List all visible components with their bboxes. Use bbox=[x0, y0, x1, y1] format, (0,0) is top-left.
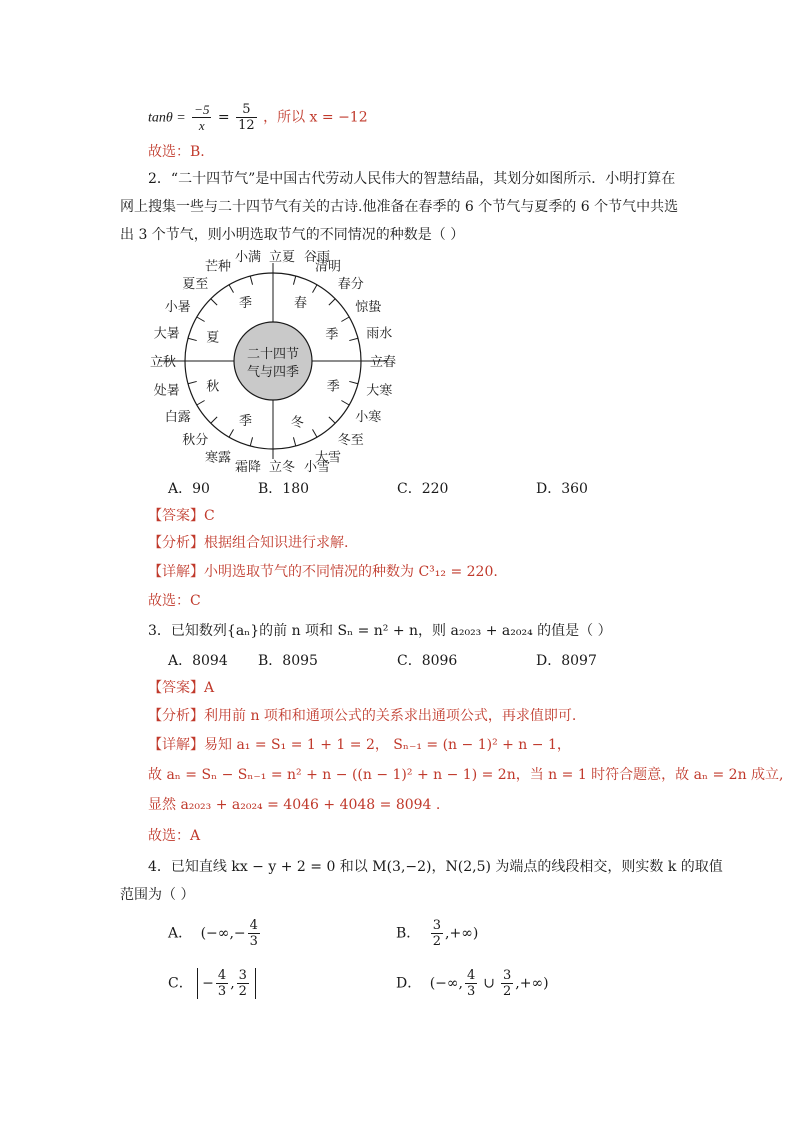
q3-detail-line2 bbox=[148, 764, 783, 786]
interval: $\frac{3}{2}$ ,+∞) bbox=[503, 968, 549, 999]
detail-line2a: 故 aₙ = Sₙ − Sₙ₋₁ = n² + n − ((n − 1)² + n − 1) = 2n， bbox=[148, 767, 530, 783]
interval-left: −∞, bbox=[435, 975, 463, 992]
solar-term-label: 小寒 bbox=[355, 410, 382, 425]
solar-term-label: 大寒 bbox=[366, 383, 393, 399]
interval-left: − bbox=[202, 975, 214, 992]
tick-mark bbox=[341, 401, 349, 406]
tick-mark bbox=[313, 285, 318, 293]
q2-stem-line1: 2．“二十四节气”是中国古代劳动人民伟大的智慧结晶，其划分如图所示．小明打算在 bbox=[148, 171, 676, 187]
interval: (−∞,− $\frac{4}{3}$ bbox=[200, 918, 258, 949]
solar-term-label: 立春 bbox=[369, 355, 397, 370]
detail-tag: 【详解】 bbox=[148, 564, 204, 580]
formula-lhs: tanθ = bbox=[148, 110, 186, 126]
solar-term-label: 立秋 bbox=[149, 355, 177, 370]
tick-mark bbox=[197, 317, 205, 322]
frac-num: 3 bbox=[503, 968, 512, 983]
fraction bbox=[216, 968, 228, 999]
frac-den: 2 bbox=[432, 934, 442, 949]
detail-text: 小明选取节气的不同情况的种数为 C³₁₂ = 220. bbox=[204, 564, 498, 580]
solar-term-label: 谷雨 bbox=[303, 250, 331, 265]
solar-term-label: 小满 bbox=[234, 250, 262, 265]
tick-mark bbox=[229, 429, 234, 437]
frac-num: 3 bbox=[432, 918, 442, 933]
frac-num: 3 bbox=[238, 968, 247, 983]
analysis-tag: 【分析】 bbox=[148, 535, 204, 551]
solar-term-label: 立冬 bbox=[268, 460, 296, 475]
tick-mark bbox=[293, 276, 295, 285]
q2-answer bbox=[148, 505, 215, 527]
q2-stem-line2: 网上搜集一些与二十四节气有关的古诗.他准备在春季的 6 个节气与夏季的 6 个节气中共选 bbox=[120, 199, 679, 215]
frac-den: 2 bbox=[503, 984, 512, 999]
frac-den: 3 bbox=[249, 934, 258, 949]
interval-right: ,+∞ bbox=[515, 975, 544, 992]
solar-term-label: 清明 bbox=[314, 259, 342, 275]
season-label: 季 bbox=[326, 379, 340, 395]
choice-label: A． bbox=[168, 925, 193, 942]
solar-term-label: 大暑 bbox=[153, 326, 180, 342]
interval-right: ,+∞ bbox=[445, 925, 473, 942]
q2-choice-b: B．180 bbox=[258, 481, 310, 497]
tick-mark bbox=[211, 299, 217, 305]
answer-value: A bbox=[204, 680, 215, 696]
q2-final: 故选：C bbox=[148, 593, 201, 609]
tick-mark bbox=[329, 417, 335, 423]
solar-term-label: 夏至 bbox=[182, 277, 209, 293]
q2-choice-c: C．220 bbox=[397, 481, 449, 497]
q3-choice-d: D．8097 bbox=[536, 653, 597, 669]
q2-choice-d: D．360 bbox=[536, 481, 588, 497]
tick-mark bbox=[349, 381, 358, 383]
tick-mark bbox=[188, 338, 197, 340]
choice-label: B． bbox=[396, 925, 421, 942]
tick-mark bbox=[211, 417, 217, 423]
q3-analysis bbox=[148, 705, 576, 727]
interval: − $\frac{4}{3}$ , $\frac{3}{2}$ bbox=[197, 968, 256, 999]
q4-stem-line2: 范围为（ ） bbox=[120, 887, 195, 903]
tick-mark bbox=[250, 437, 252, 446]
frac-den: 3 bbox=[467, 984, 476, 999]
union-symbol: ∪ bbox=[483, 975, 496, 992]
solar-term-label: 惊蛰 bbox=[355, 300, 382, 315]
solar-term-label: 雨水 bbox=[366, 326, 393, 342]
season-label: 夏 bbox=[206, 330, 220, 346]
q3-detail bbox=[148, 734, 571, 756]
frac-num: 4 bbox=[249, 918, 258, 933]
solar-term-label: 立夏 bbox=[268, 250, 296, 265]
frac-den: 3 bbox=[217, 984, 227, 999]
solar-term-label: 霜降 bbox=[234, 460, 262, 475]
solar-term-label: 秋分 bbox=[182, 432, 209, 448]
frac-num: 5 bbox=[236, 102, 257, 118]
solar-term-label: 大雪 bbox=[314, 450, 342, 466]
solar-term-label: 处暑 bbox=[153, 383, 180, 399]
prev-answer: 故选：B. bbox=[148, 144, 205, 160]
frac-den: x bbox=[198, 118, 205, 133]
q4-stem-line1: 4．已知直线 kx − y + 2 = 0 和以 M(3,−2)，N(2,5) 为端点的线段相交，则实数 k 的取值 bbox=[148, 859, 723, 875]
q3-answer bbox=[148, 677, 214, 699]
answer-tag: 【答案】 bbox=[148, 680, 204, 696]
tick-mark bbox=[329, 299, 335, 305]
detail-text: 易知 a₁ = S₁ = 1 + 1 = 2， Sₙ₋₁ = (n − 1)² + n − 1， bbox=[204, 737, 571, 753]
fraction bbox=[248, 918, 260, 949]
solar-term-label: 小暑 bbox=[164, 300, 191, 315]
tick-mark bbox=[341, 317, 349, 322]
season-label: 冬 bbox=[290, 415, 304, 431]
q3-stem: 3．已知数列{aₙ}的前 n 项和 Sₙ = n² + n，则 a₂₀₂₃ + a₂₀₂₄ 的值是（ ） bbox=[148, 623, 612, 639]
q3-choice-b: B．8095 bbox=[258, 653, 318, 669]
solar-term-label: 冬至 bbox=[337, 432, 364, 448]
fraction bbox=[465, 968, 477, 999]
choice-label: C． bbox=[168, 975, 193, 992]
q3-detail-line3: 显然 a₂₀₂₃ + a₂₀₂₄ = 4046 + 4048 = 8094 . bbox=[148, 797, 441, 813]
solar-term-label: 芒种 bbox=[204, 259, 232, 275]
tick-mark bbox=[229, 285, 234, 293]
solar-term-label: 春分 bbox=[337, 277, 364, 293]
q3-choice-a: A．8094 bbox=[168, 653, 228, 669]
solar-term-label: 寒露 bbox=[204, 450, 232, 466]
fraction bbox=[236, 102, 257, 133]
q3-choice-c: C．8096 bbox=[397, 653, 458, 669]
detail-line2b: 当 n = 1 时符合题意，故 aₙ = 2n 成立, bbox=[529, 767, 784, 783]
analysis-tag: 【分析】 bbox=[148, 708, 204, 724]
q2-detail bbox=[148, 561, 498, 583]
prev-conclusion: ，所以 x = −12 bbox=[263, 109, 368, 126]
q2-choice-a: A．90 bbox=[168, 481, 210, 497]
frac-den: 2 bbox=[238, 984, 247, 999]
q2-analysis bbox=[148, 532, 348, 554]
q4-choice-b bbox=[396, 918, 482, 949]
choice-label: D． bbox=[396, 975, 422, 992]
tick-mark bbox=[349, 338, 358, 340]
tick-mark bbox=[293, 437, 295, 446]
analysis-text: 利用前 n 项和和通项公式的关系求出通项公式，再求值即可. bbox=[204, 708, 577, 724]
analysis-text: 根据组合知识进行求解. bbox=[204, 535, 349, 551]
q4-choice-c bbox=[168, 968, 256, 999]
interval: (−∞, $\frac{4}{3}$ bbox=[429, 968, 476, 999]
fraction bbox=[431, 918, 443, 949]
tick-mark bbox=[197, 401, 205, 406]
interval: $\frac{3}{2}$ ,+∞) bbox=[432, 918, 479, 949]
season-label: 春 bbox=[293, 296, 307, 312]
q3-final: 故选：A bbox=[148, 828, 201, 844]
season-label: 季 bbox=[325, 327, 339, 343]
q4-choice-a bbox=[168, 918, 266, 949]
tick-mark bbox=[188, 381, 197, 383]
frac-den: 12 bbox=[238, 118, 255, 133]
center-label-line2: 气与四季 bbox=[246, 365, 300, 380]
answer-tag: 【答案】 bbox=[148, 508, 204, 524]
q2-stem-line3: 出 3 个节气，则小明选取节气的不同情况的种数是（ ） bbox=[120, 227, 465, 243]
solar-term-label: 小雪 bbox=[303, 460, 331, 475]
frac-num: −5 bbox=[194, 102, 210, 117]
center-label-line1: 二十四节 bbox=[246, 347, 300, 362]
frac-num: 4 bbox=[467, 968, 476, 983]
tick-mark bbox=[250, 276, 252, 285]
detail-tag: 【详解】 bbox=[148, 737, 204, 753]
fraction bbox=[237, 968, 249, 999]
interval-left: −∞,− bbox=[206, 925, 246, 942]
tick-mark bbox=[313, 429, 318, 437]
prev-formula: tanθ = $\frac{-5}{x}$ = $\frac{5}{12}$ ，所以 x = −12 bbox=[148, 102, 368, 133]
frac-num: 4 bbox=[217, 968, 227, 983]
q4-choice-d bbox=[396, 968, 553, 999]
fraction bbox=[192, 102, 211, 133]
fraction bbox=[501, 968, 513, 999]
solar-term-label: 白露 bbox=[164, 410, 191, 425]
solar-terms-diagram bbox=[140, 246, 420, 476]
answer-value: C bbox=[204, 508, 215, 524]
season-label: 秋 bbox=[206, 379, 220, 395]
season-label: 季 bbox=[239, 296, 253, 312]
season-label: 季 bbox=[239, 413, 253, 429]
